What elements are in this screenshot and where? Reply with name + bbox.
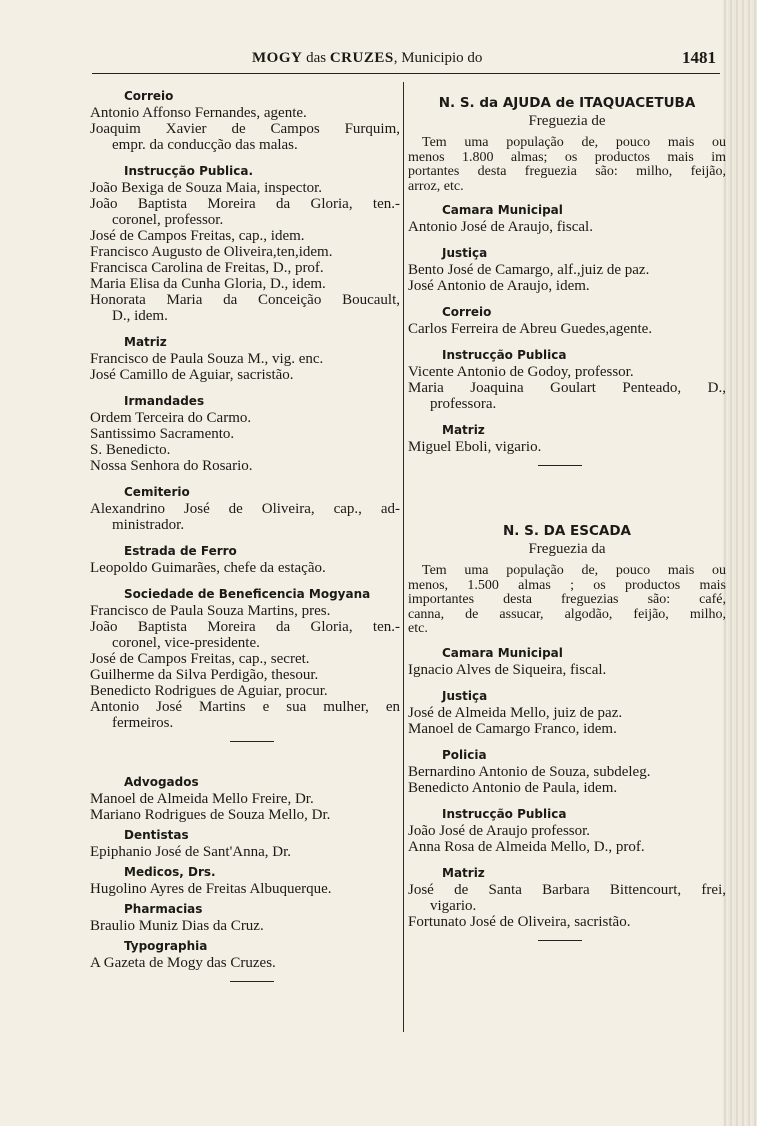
description-line: Tem uma população de, pouco mais ou bbox=[422, 135, 726, 150]
entry-line: José de Campos Freitas, cap., idem. bbox=[90, 228, 305, 244]
directory-section bbox=[90, 543, 400, 576]
entry-line: João Baptista Moreira da Gloria, ten.- bbox=[90, 196, 400, 212]
section-heading: Dentistas bbox=[124, 828, 189, 842]
entry-line: José Camillo de Aguiar, sacristão. bbox=[90, 367, 294, 383]
description-line: portantes desta freguezia são: milho, feijão, bbox=[408, 164, 726, 179]
entry-line: Antonio José de Araujo, fiscal. bbox=[408, 219, 593, 235]
entry-line: fermeiros. bbox=[112, 715, 174, 731]
directory-section bbox=[408, 688, 726, 737]
entry-line: Guilherme da Silva Perdigão, thesour. bbox=[90, 667, 319, 683]
header-title bbox=[252, 50, 482, 67]
entry-line: João José de Araujo professor. bbox=[408, 822, 591, 839]
parish-subtitle: Freguezia de bbox=[528, 113, 606, 129]
directory-section bbox=[90, 938, 400, 971]
description-line: menos 1.800 almas; os productos mais im bbox=[408, 149, 726, 165]
section-heading: Matriz bbox=[442, 423, 485, 437]
page-number: 1481 bbox=[682, 48, 716, 67]
spacer bbox=[90, 752, 400, 774]
directory-section bbox=[90, 774, 400, 823]
entry-line: coronel, vice-presidente. bbox=[112, 635, 260, 651]
section-rule bbox=[538, 465, 582, 466]
entry-line: Antonio José Martins e sua mulher, en bbox=[90, 699, 400, 715]
section-heading: Estrada de Ferro bbox=[124, 544, 237, 558]
entry-line: Ignacio Alves de Siqueira, fiscal. bbox=[408, 661, 607, 678]
entry-line: Nossa Senhora do Rosario. bbox=[90, 458, 253, 474]
directory-section bbox=[90, 827, 400, 860]
entry-line: Bernardino Antonio de Souza, subdeleg. bbox=[408, 763, 651, 780]
section-heading: Justiça bbox=[442, 246, 488, 260]
directory-section bbox=[90, 901, 400, 934]
entry-line: Mariano Rodrigues de Souza Mello, Dr. bbox=[90, 807, 331, 823]
entry-line: Carlos Ferreira de Abreu Guedes,agente. bbox=[408, 321, 653, 337]
page-edge bbox=[723, 0, 757, 1126]
section-heading: Camara Municipal bbox=[442, 645, 563, 660]
header-rule bbox=[92, 73, 720, 74]
entry-line: Joaquim Xavier de Campos Furquim, bbox=[90, 121, 400, 137]
entry-line: Braulio Muniz Dias da Cruz. bbox=[90, 918, 264, 934]
parish-title: N. S. DA ESCADA bbox=[503, 523, 631, 539]
description-line: menos, 1.500 almas ; os productos mais bbox=[408, 577, 726, 593]
entry-line: Benedicto Antonio de Paula, idem. bbox=[408, 779, 618, 796]
directory-section bbox=[408, 747, 726, 796]
entry-line: José de Almeida Mello, juiz de paz. bbox=[408, 704, 623, 721]
section-heading: Correio bbox=[124, 89, 174, 103]
section-rule bbox=[230, 741, 274, 742]
column-divider bbox=[403, 82, 404, 1032]
parish-title: N. S. da AJUDA de ITAQUACETUBA bbox=[438, 95, 696, 111]
entry-line: Maria Elisa da Cunha Gloria, D., idem. bbox=[90, 276, 326, 292]
entry-line: coronel, professor. bbox=[112, 212, 224, 228]
entry-line: Maria Joaquina Goulart Penteado, D., bbox=[408, 380, 726, 396]
directory-section bbox=[408, 245, 726, 294]
entry-line: professora. bbox=[430, 396, 497, 412]
entry-line: José de Campos Freitas, cap., secret. bbox=[90, 651, 310, 667]
directory-section bbox=[408, 865, 726, 930]
section-heading: Sociedade de Beneficencia Mogyana bbox=[124, 587, 371, 601]
entry-line: Bento José de Camargo, alf.,juiz de paz. bbox=[408, 262, 650, 278]
entry-line: Manoel de Almeida Mello Freire, Dr. bbox=[90, 791, 314, 807]
entry-line: Alexandrino José de Oliveira, cap., ad- bbox=[90, 501, 400, 517]
description-line: arroz, etc. bbox=[408, 178, 464, 194]
section-heading: Medicos, Drs. bbox=[124, 865, 216, 879]
entry-line: Benedicto Rodrigues de Aguiar, procur. bbox=[90, 683, 328, 699]
entry-line: Francisco de Paula Souza Martins, pres. bbox=[90, 603, 331, 619]
section-heading: Camara Municipal bbox=[442, 203, 563, 217]
directory-section bbox=[90, 334, 400, 383]
entry-line: Francisca Carolina de Freitas, D., prof. bbox=[90, 260, 324, 276]
description-line: importantes desta freguezias são: café, bbox=[408, 592, 726, 607]
entry-line: D., idem. bbox=[112, 308, 168, 324]
entry-line: José de Santa Barbara Bittencourt, frei, bbox=[408, 881, 726, 898]
description-line: Tem uma população de, pouco mais ou bbox=[422, 563, 726, 578]
entry-line: Vicente Antonio de Godoy, professor. bbox=[408, 364, 634, 380]
section-rule bbox=[538, 940, 582, 941]
entry-line: empr. da conducção das malas. bbox=[112, 137, 298, 153]
section-heading: Instrucção Publica. bbox=[124, 164, 254, 178]
section-heading: Correio bbox=[442, 305, 492, 319]
section-heading: Typographia bbox=[124, 939, 208, 953]
entry-line: Santissimo Sacramento. bbox=[90, 426, 235, 442]
directory-section bbox=[90, 586, 400, 731]
entry-line: Francisco Augusto de Oliveira,ten,idem. bbox=[90, 244, 333, 260]
section-heading: Instrucção Publica bbox=[442, 348, 567, 362]
running-header bbox=[92, 48, 720, 74]
header-title-cruzes: CRUZES bbox=[329, 50, 394, 66]
header-title-mogy: MOGY bbox=[252, 50, 303, 66]
directory-section bbox=[90, 484, 400, 533]
parish-description bbox=[408, 564, 726, 637]
right-column bbox=[408, 88, 726, 951]
entry-line: Ordem Terceira do Carmo. bbox=[90, 410, 252, 426]
parish-description bbox=[408, 136, 726, 194]
directory-section bbox=[408, 347, 726, 412]
entry-line: Manoel de Camargo Franco, idem. bbox=[408, 720, 617, 737]
directory-section bbox=[408, 645, 726, 678]
entry-line: vigario. bbox=[430, 897, 477, 914]
section-heading: Cemiterio bbox=[124, 485, 190, 499]
directory-section bbox=[90, 88, 400, 153]
header-title-municipio: , Municipio do bbox=[393, 50, 483, 66]
entry-line: Antonio Affonso Fernandes, agente. bbox=[90, 105, 307, 121]
section-heading: Advogados bbox=[124, 775, 199, 789]
directory-section bbox=[408, 806, 726, 855]
entry-line: Anna Rosa de Almeida Mello, D., prof. bbox=[408, 838, 645, 855]
entry-line: A Gazeta de Mogy das Cruzes. bbox=[90, 955, 276, 971]
section-heading: Justiça bbox=[442, 688, 488, 703]
section-rule bbox=[230, 981, 274, 982]
entry-line: Francisco de Paula Souza M., vig. enc. bbox=[90, 351, 324, 367]
entry-line: Epiphanio José de Sant'Anna, Dr. bbox=[90, 844, 292, 860]
professionals-group bbox=[90, 774, 400, 971]
directory-section bbox=[90, 393, 400, 474]
entry-line: José Antonio de Araujo, idem. bbox=[408, 278, 590, 294]
directory-section bbox=[90, 864, 400, 897]
parish-sections bbox=[408, 202, 726, 455]
entry-line: João Bexiga de Souza Maia, inspector. bbox=[90, 180, 323, 196]
entry-line: Honorata Maria da Concеição Boucault, bbox=[90, 292, 400, 308]
directory-section bbox=[408, 202, 726, 235]
section-heading: Pharmacias bbox=[124, 902, 203, 916]
description-line: canna, de assucar, algodão, feijão, milho, bbox=[408, 606, 726, 622]
section-heading: Instrucção Publica bbox=[442, 806, 567, 821]
parish-subtitle: Freguezia da bbox=[528, 541, 606, 557]
directory-section bbox=[408, 422, 726, 455]
entry-line: ministrador. bbox=[112, 517, 185, 533]
description-line: etc. bbox=[408, 621, 428, 636]
entry-line: João Baptista Moreira da Gloria, ten.- bbox=[90, 619, 400, 635]
entry-line: Hugolino Ayres de Freitas Albuquerque. bbox=[90, 881, 332, 897]
parish-sections bbox=[408, 645, 726, 930]
section-heading: Matriz bbox=[442, 865, 485, 880]
section-heading: Policia bbox=[442, 747, 487, 762]
entry-line: Miguel Eboli, vigario. bbox=[408, 439, 542, 455]
section-heading: Matriz bbox=[124, 335, 167, 349]
directory-section bbox=[408, 304, 726, 337]
entry-line: Fortunato José de Oliveira, sacristão. bbox=[408, 913, 631, 930]
entry-line: Leopoldo Guimarães, chefe da estação. bbox=[90, 560, 326, 576]
header-title-das: das bbox=[302, 50, 330, 66]
left-column bbox=[90, 88, 400, 992]
entry-line: S. Benedicto. bbox=[90, 442, 171, 458]
section-heading: Irmandades bbox=[124, 394, 205, 408]
directory-section bbox=[90, 163, 400, 324]
